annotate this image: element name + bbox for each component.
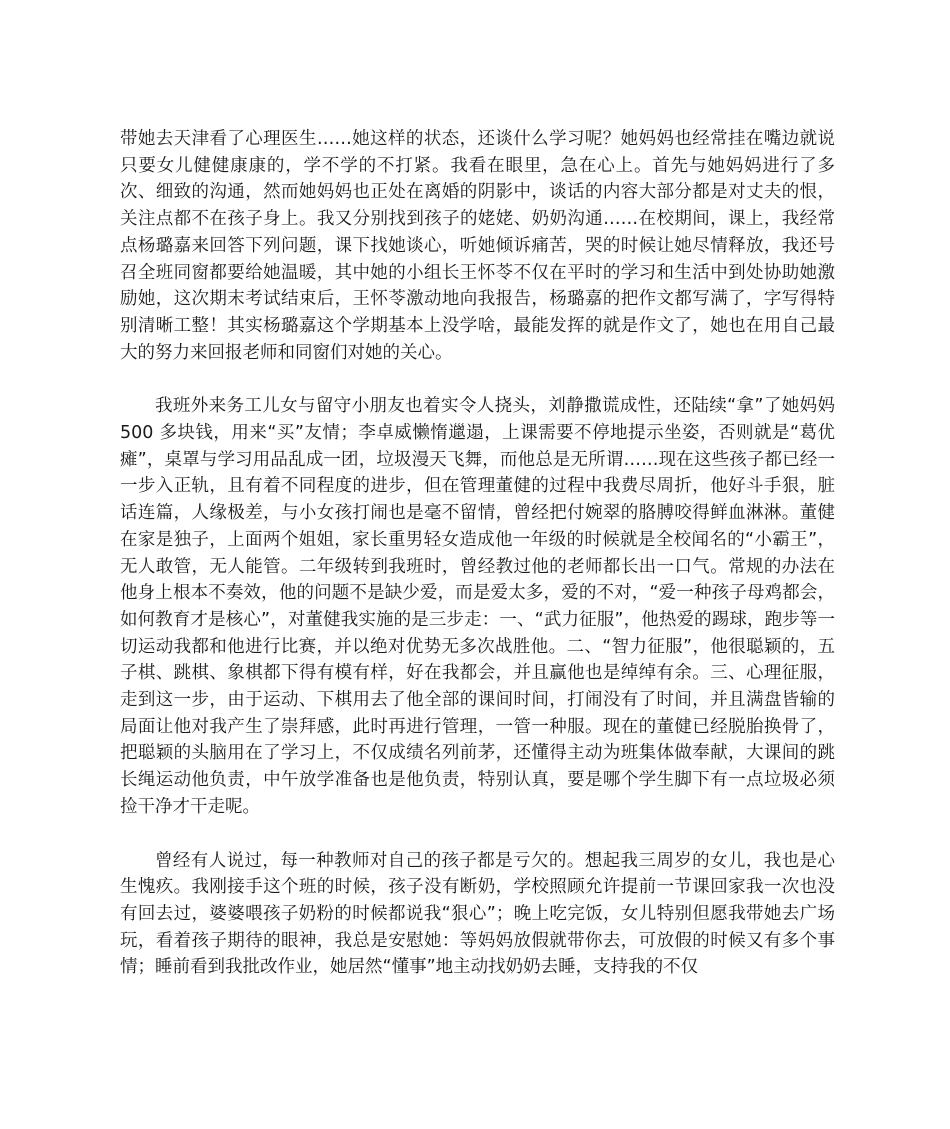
paragraph-gap <box>120 821 835 848</box>
paragraph-3: 曾经有人说过，每一种教师对自己的孩子都是亏欠的。想起我三周岁的女儿，我也是心生愧疚。我刚接手这个班的时候，孩子没有断奶，学校照顾允许提前一节课回家我一次也没有回去过，婆婆喂孩子奶粉的时候都说我“狠心”；晚上吃完饭，女儿特别但愿我带她去广场玩，看着孩子期待的眼神，我总是安慰她：等妈妈放假就带你去，可放假的时候又有多个事情；睡前看到我批改作业，她居然“懂事”地主动找奶奶去睡，支持我的不仅 <box>120 850 835 978</box>
paragraph-gap <box>120 366 835 393</box>
document-body <box>120 126 835 981</box>
paragraph-2: 我班外来务工儿女与留守小朋友也着实令人挠头，刘静撒谎成性，还陆续“拿”了她妈妈 500 多块钱，用来“买”友情；李卓威懒惰邋遢，上课需要不停地提示坐姿，否则就是“葛优瘫”，桌罩与学习用品乱成一团，垃圾漫天飞舞，而他总是无所谓……现在这些孩子都已经一一步入正轨，且有着不同程度的进步，但在管理董健的过程中我费尽周折，他好斗手狠，脏话连篇，人缘极差，与小女孩打闹也是毫不留情，曾经把付婉翠的胳膊咬得鲜血淋淋。董健在家是独子，上面两个姐姐，家长重男轻女造成他一年级的时候就是全校闻名的“小霸王”，无人敢管，无人能管。二年级转到我班时，曾经教过他的老师都长出一口气。常规的办法在他身上根本不奏效，他的问题不是缺少爱，而是爱太多，爱的不对，“爱一种孩子母鸡都会，如何教育才是核心”，对董健我实施的是三步走：一、“武力征服”，他热爱的踢球，跑步等一切运动我都和他进行比赛，并以绝对优势无多次战胜他。二、“智力征服”，他很聪颖的，五子棋、跳棋、象棋都下得有模有样，好在我都会，并且赢他也是绰绰有余。三、心理征服，走到这一步，由于运动、下棋用去了他全部的课间时间，打闹没有了时间，并且满盘皆输的局面让他对我产生了崇拜感，此时再进行管理，一管一种服。现在的董健已经脱胎换骨了，把聪颖的头脑用在了学习上，不仅成绩名列前茅，还懂得主动为班集体做奉献，大课间的跳长绳运动他负责，中午放学准备也是他负责，特别认真，要是哪个学生脚下有一点垃圾必须捡干净才干走呢。 <box>120 396 835 817</box>
paragraph-1: 带她去天津看了心理医生……她这样的状态，还谈什么学习呢？她妈妈也经常挂在嘴边就说只要女儿健健康康的，学不学的不打紧。我看在眼里，急在心上。首先与她妈妈进行了多次、细致的沟通，然而她妈妈也正处在离婚的阴影中，谈话的内容大部分都是对丈夫的恨，关注点都不在孩子身上。我又分别找到孩子的姥姥、奶奶沟通……在校期间，课上，我经常点杨璐嘉来回答下列问题，课下找她谈心，听她倾诉痛苦，哭的时候让她尽情释放，我还号召全班同窗都要给她温暖，其中她的小组长王怀苓不仅在平时的学习和生活中到处协助她激励她，这次期末考试结束后，王怀苓激动地向我报告，杨璐嘉的把作文都写满了，字写得特别清晰工整！其实杨璐嘉这个学期基本上没学啥，最能发挥的就是作文了，她也在用自己最大的努力来回报老师和同窗们对她的关心。 <box>120 129 835 363</box>
